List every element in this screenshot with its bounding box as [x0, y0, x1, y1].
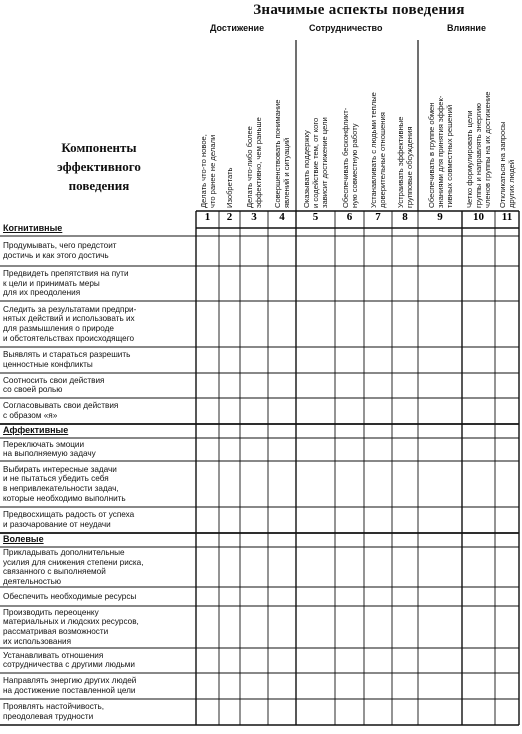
row-label-line: Выявлять и стараться разрешить — [3, 350, 131, 360]
column-number: 10 — [473, 211, 484, 223]
column-number: 8 — [402, 211, 408, 223]
column-label-line: других людей — [507, 159, 516, 208]
row-label — [3, 702, 195, 721]
row-label — [3, 465, 195, 503]
row-label — [3, 305, 195, 343]
row-label — [3, 401, 195, 420]
column-label-line: ную совместную работу — [349, 123, 359, 208]
row-label — [3, 608, 195, 646]
column-label-line: знаниями для принятия эффек- — [435, 95, 445, 208]
row-label — [3, 548, 195, 586]
row-label — [3, 651, 195, 670]
row-label-line: Соотносить свои действия — [3, 375, 105, 385]
row-label — [3, 440, 195, 459]
column-label-line: доверительные отношения — [378, 112, 387, 208]
row-label-line: и разочарование от неудачи — [3, 519, 111, 529]
row-label-line: Согласовывать свои действия — [3, 401, 119, 411]
column-label-line: явлений и ситуаций — [282, 137, 291, 208]
row-label-line: Следить за результатами предпри- — [3, 304, 137, 314]
row-label-line: материальных и людских ресурсов, — [3, 617, 139, 627]
page-title: Значимые аспекты поведения — [253, 2, 465, 18]
row-label-line: Направлять энергию других людей — [3, 676, 137, 686]
row-label-line: со своей ролью — [3, 385, 63, 395]
row-label-line: для размышления о природе — [3, 323, 114, 333]
section-title: Когнитивные — [3, 223, 63, 233]
row-label-line: в непривлекательности задач, — [3, 483, 119, 493]
group-title-influence: Влияние — [447, 23, 486, 33]
row-label-line: к цели и принимать меры — [3, 278, 100, 288]
row-label-line: сотрудничества с другими людьми — [3, 660, 135, 670]
row-label-line: достичь и как этого достичь — [3, 250, 109, 260]
row-label-line: их использования — [3, 636, 72, 646]
row-label-line: Проявлять настойчивость, — [3, 702, 105, 712]
row-label-line: и не пытаться убедить себя — [3, 474, 109, 484]
column-number: 4 — [279, 211, 285, 223]
row-label-line: Устанавливать отношения — [3, 650, 104, 660]
column-label-line: группы и направлять энергию — [474, 103, 483, 208]
row-label-line: и обстоятельствах происходящего — [3, 333, 135, 343]
row-label-line: на выполняемую задачу — [3, 449, 96, 459]
column-number: 5 — [312, 211, 319, 223]
row-label-line: которые необходимо выполнить — [3, 493, 126, 503]
section-title: Аффективные — [3, 425, 69, 435]
column-label-line: групповые обсуждения — [405, 126, 414, 208]
column-label-line: тивных совместных решений — [444, 104, 454, 208]
components-title-line: эффективного — [57, 159, 141, 174]
column-label-line: что ранее не делали — [207, 134, 217, 208]
row-label — [3, 592, 195, 602]
column-label-line: зависит достижение цели — [320, 117, 329, 208]
row-label-line: Продумывать, чего предстоит — [3, 241, 117, 251]
row-label-line: деятельностью — [3, 576, 62, 586]
column-label-line: Делать что-либо более — [245, 126, 254, 208]
components-title-line: поведения — [68, 178, 130, 193]
row-label-line: для их преодоления — [3, 288, 81, 298]
column-label-line: Оказывать поддержку — [302, 130, 311, 208]
row-label-line: усилия для снижения степени риска, — [3, 557, 144, 567]
row-label — [3, 676, 195, 695]
section-title: Волевые — [3, 534, 44, 544]
column-number: 11 — [501, 211, 513, 223]
row-label — [3, 350, 195, 369]
column-label-line: Изобретать — [225, 167, 234, 208]
row-label-line: с образом «я» — [3, 410, 58, 420]
row-label — [3, 241, 195, 260]
row-label-line: связанного с выполняемой — [3, 567, 106, 577]
column-label-line: Устраивать эффективные — [396, 116, 405, 208]
row-label — [3, 376, 195, 395]
column-label-line: и содействие тем, от кого — [311, 117, 320, 208]
row-label-line: на достижение поставленной цели — [3, 685, 136, 695]
column-label-line: Делать что-то новое, — [198, 134, 208, 208]
row-label-line: рассматривая возможности — [3, 626, 109, 636]
column-label-line: Четко формулировать цели — [465, 110, 474, 208]
row-label-line: Предвидеть препятствия на пути — [3, 269, 129, 279]
row-label — [3, 510, 195, 529]
column-label-line: Обеспечивать бесконфликт- — [340, 107, 350, 208]
column-label-line: Обеспечивать в группе обмен — [426, 102, 436, 208]
column-label-line: Устанавливать с людьми теплые — [369, 92, 378, 208]
column-number: 6 — [346, 211, 353, 223]
row-label-line: Выбирать интересные задачи — [3, 464, 117, 474]
row-label-line: Производить переоценку — [3, 607, 99, 617]
column-number: 9 — [437, 211, 443, 223]
column-label-line: Откликаться на запросы — [498, 121, 507, 208]
column-number: 7 — [375, 211, 381, 223]
row-label-line: Переключать эмоции — [3, 439, 85, 449]
column-number: 3 — [251, 211, 257, 223]
column-label-line: Совершенствовать понимание — [273, 99, 282, 208]
row-label-line: ценностные конфликты — [3, 359, 93, 369]
row-label-line: преодолевая трудности — [3, 711, 94, 721]
group-title-cooperation: Сотрудничество — [309, 23, 383, 33]
group-title-achievement: Достижение — [210, 23, 265, 33]
row-label-line: Прикладывать дополнительные — [3, 548, 125, 557]
components-title-line: Компоненты — [61, 140, 137, 155]
column-label-line: эффективно, чем раньше — [254, 117, 263, 208]
row-label-line: Обеспечить необходимые ресурсы — [3, 591, 137, 601]
row-label — [3, 269, 195, 298]
row-label-line: Предвосхищать радость от успеха — [3, 510, 135, 520]
column-number: 2 — [226, 211, 233, 223]
column-number: 1 — [204, 211, 211, 223]
column-label-line: членов группы на их достижение — [483, 91, 492, 208]
row-label-line: нятых действий и использовать их — [3, 314, 135, 324]
